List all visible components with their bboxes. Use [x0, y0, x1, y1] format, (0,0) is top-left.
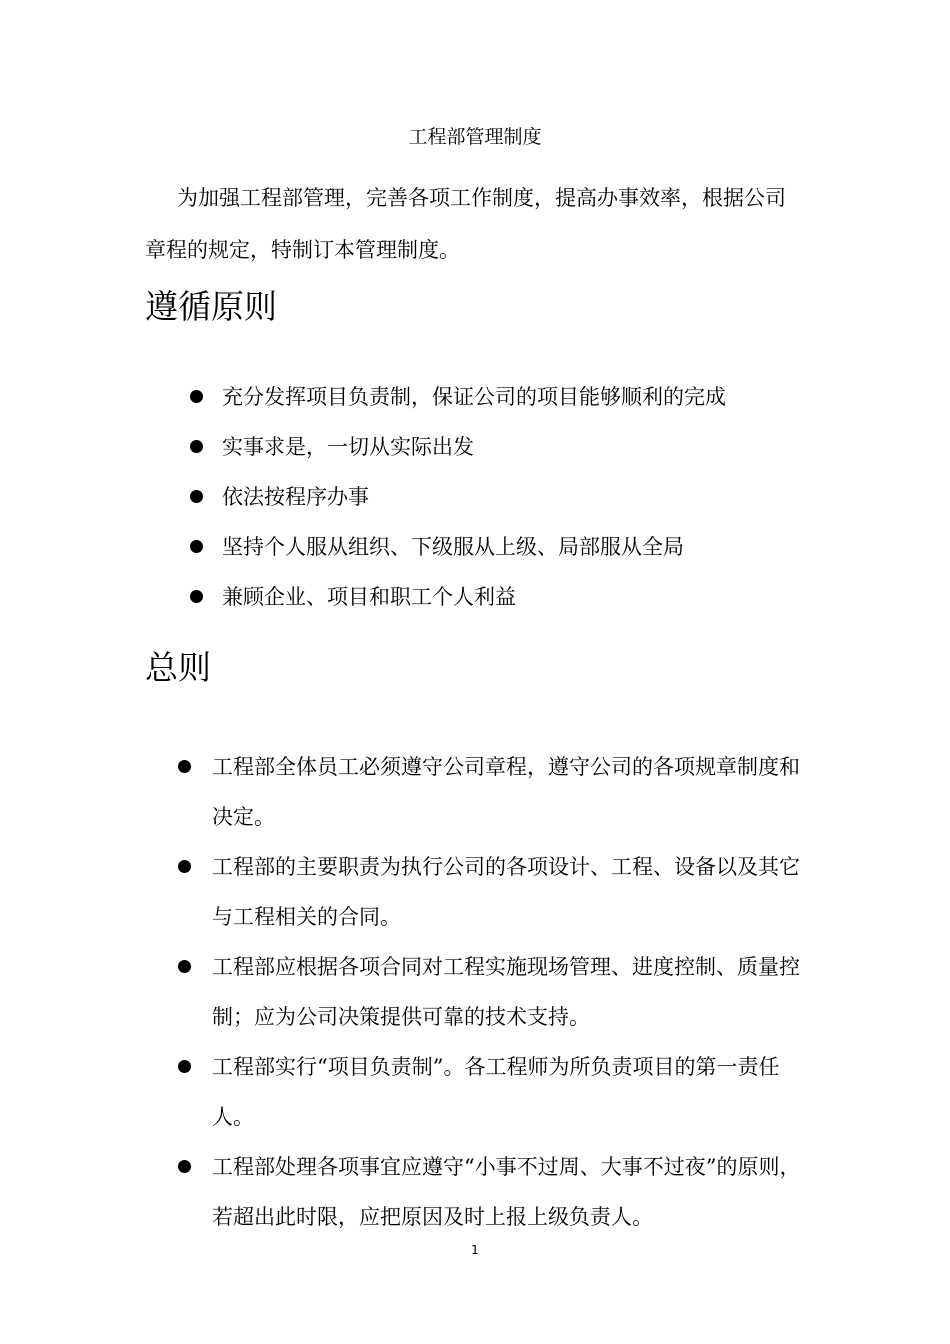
bullet-icon — [178, 860, 191, 873]
section-heading-principles: 遵循原则 — [145, 287, 277, 326]
bullet-icon — [190, 440, 203, 453]
bullet-icon — [178, 960, 191, 973]
principles-list — [188, 383, 808, 633]
list-item — [188, 383, 808, 411]
list-item — [176, 1142, 808, 1242]
list-item-text: 兼顾企业、项目和职工个人利益 — [222, 585, 516, 609]
document-title: 工程部管理制度 — [408, 126, 542, 148]
list-item — [176, 1042, 808, 1142]
list-item-text: 工程部应根据各项合同对工程实施现场管理、进度控制、质量控制；应为公司决策提供可靠的技术支持。 — [212, 955, 800, 1029]
bullet-icon — [178, 1160, 191, 1173]
bullet-icon — [190, 540, 203, 553]
bullet-icon — [190, 590, 203, 603]
bullet-icon — [190, 490, 203, 503]
list-item-text: 坚持个人服从组织、下级服从上级、局部服从全局 — [222, 535, 684, 559]
list-item-text: 工程部处理各项事宜应遵守“小事不过周、大事不过夜”的原则，若超出此时限，应把原因及时上报上级负责人。 — [212, 1155, 801, 1229]
list-item — [188, 483, 808, 511]
list-item — [176, 942, 808, 1042]
bullet-icon — [178, 760, 191, 773]
list-item-text: 实事求是，一切从实际出发 — [222, 435, 474, 459]
section-heading-general: 总则 — [145, 648, 211, 687]
general-rules-list — [176, 742, 808, 1242]
list-item-text: 工程部的主要职责为执行公司的各项设计、工程、设备以及其它与工程相关的合同。 — [212, 855, 800, 929]
list-item-text: 工程部全体员工必须遵守公司章程，遵守公司的各项规章制度和决定。 — [212, 755, 800, 829]
intro-paragraph: 为加强工程部管理，完善各项工作制度，提高办事效率，根据公司章程的规定，特制订本管理制度。 — [145, 186, 786, 262]
bullet-icon — [178, 1060, 191, 1073]
list-item-text: 工程部实行“项目负责制”。各工程师为所负责项目的第一责任人。 — [212, 1055, 780, 1129]
list-item — [176, 742, 808, 842]
list-item — [188, 583, 808, 611]
page-number: 1 — [471, 1243, 479, 1257]
list-item-text: 充分发挥项目负责制，保证公司的项目能够顺利的完成 — [222, 385, 726, 409]
list-item — [188, 533, 808, 561]
list-item — [176, 842, 808, 942]
list-item — [188, 433, 808, 461]
bullet-icon — [190, 390, 203, 403]
list-item-text: 依法按程序办事 — [222, 485, 369, 509]
